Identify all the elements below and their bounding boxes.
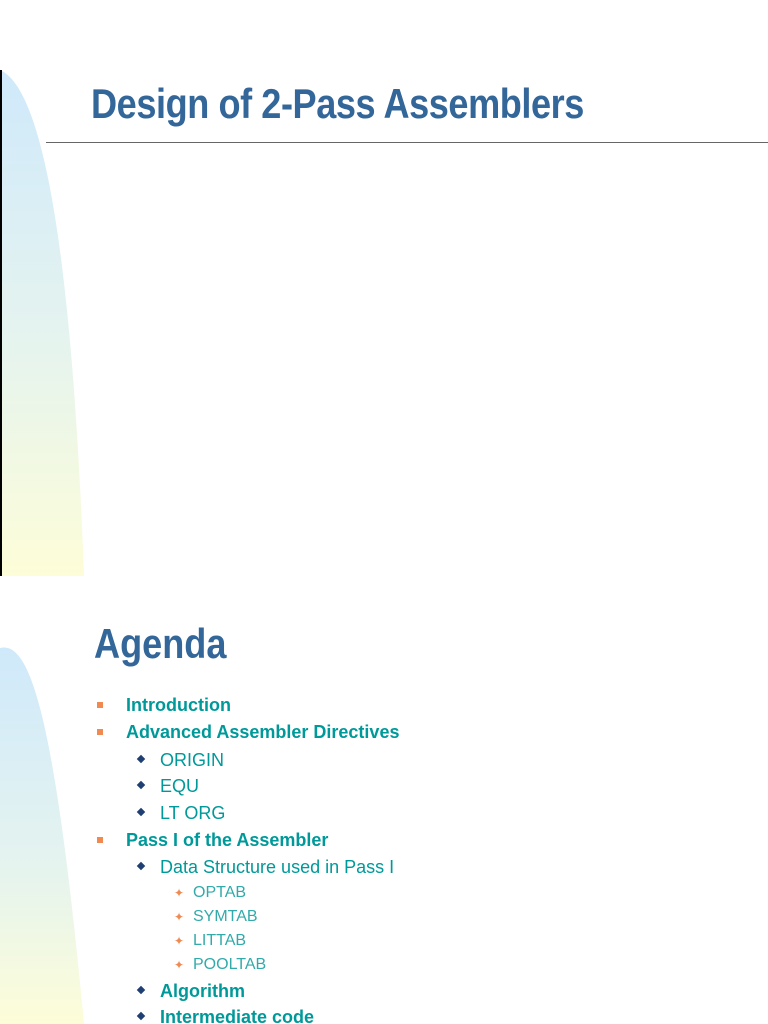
diamond-bullet-icon [137,1012,145,1020]
agenda-item-label: EQU [160,776,200,796]
agenda-item-label: Intermediate code [160,1007,315,1024]
star-bullet-icon: ✦ [174,886,185,900]
square-bullet-icon [97,729,103,735]
agenda-item-label: Introduction [126,695,231,715]
agenda-item-label: LITTAB [193,932,247,949]
slide-title: Agenda [94,620,227,667]
agenda-item-label: SYMTAB [193,908,258,925]
agenda-item-label: ORIGIN [160,750,225,770]
agenda-item-label: Data Structure used in Pass I [160,857,395,877]
square-bullet-icon [97,837,103,843]
slide-title: Design of 2-Pass Assemblers [91,80,584,127]
title-divider [46,142,768,143]
star-bullet-icon: ✦ [174,910,185,924]
agenda-item-label: LT ORG [160,803,226,823]
diamond-bullet-icon [137,862,145,870]
square-bullet-icon [97,702,103,708]
agenda-item-label: POOLTAB [193,956,267,973]
agenda-item-label: Pass I of the Assembler [126,830,329,850]
diamond-bullet-icon [137,986,145,994]
diamond-bullet-icon [137,781,145,789]
agenda-list [0,576,768,1024]
agenda-item-label: Algorithm [160,981,245,1001]
diamond-bullet-icon [137,755,145,763]
agenda-item-label: Advanced Assembler Directives [126,722,400,742]
slide-agenda [0,576,768,1024]
diamond-bullet-icon [137,808,145,816]
star-bullet-icon: ✦ [174,958,185,972]
star-bullet-icon: ✦ [174,934,185,948]
agenda-item-label: OPTAB [193,884,247,901]
